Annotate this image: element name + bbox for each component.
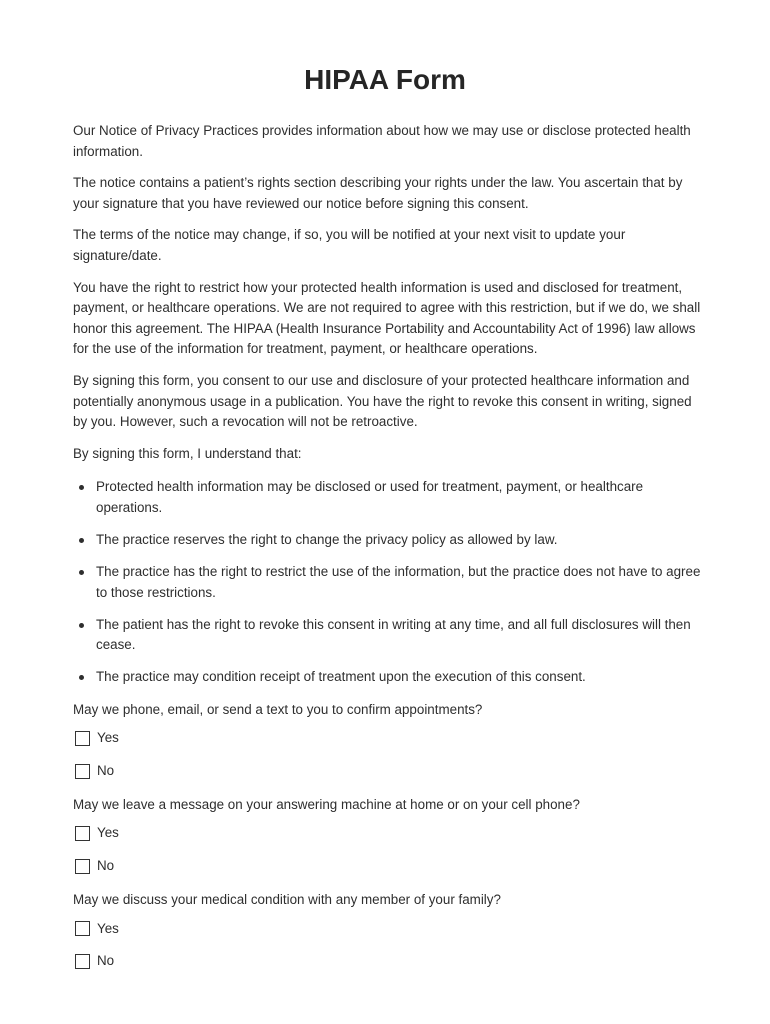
option-label: No xyxy=(97,762,115,778)
bullet-icon xyxy=(79,570,84,575)
list-item-text: The practice has the right to restrict the use of the information, but the practice does not have to agree to those restrictions. xyxy=(96,564,701,600)
list-item xyxy=(73,667,703,688)
option-yes[interactable] xyxy=(75,824,703,844)
question-text: May we leave a message on your answering machine at home or on your cell phone? xyxy=(73,797,580,813)
option-no[interactable] xyxy=(75,856,703,876)
list-item-text: The patient has the right to revoke this consent in writing at any time, and all full disclosures will then cease. xyxy=(96,616,691,653)
checkbox-no[interactable] xyxy=(75,859,90,874)
list-item xyxy=(73,615,703,656)
question-discuss-with-family xyxy=(73,890,703,971)
bullet-icon xyxy=(79,485,84,490)
checkbox-no[interactable] xyxy=(75,764,90,779)
option-yes[interactable] xyxy=(75,919,703,939)
option-yes[interactable] xyxy=(75,729,703,749)
bullet-icon xyxy=(79,623,84,628)
question-leave-message xyxy=(73,795,703,876)
paragraph-consent: By signing this form, you consent to our use and disclosure of your protected healthcare information and potentially anonymous usage in a publication. You have the right to revoke this consent in writing, signed by you. However, such a revocation will not be retroactive. xyxy=(73,372,692,430)
list-item-text: The practice may condition receipt of treatment upon the execution of this consent. xyxy=(96,669,586,685)
option-label: No xyxy=(97,953,115,969)
checkbox-yes[interactable] xyxy=(75,731,90,746)
option-no[interactable] xyxy=(75,761,703,781)
question-text: May we discuss your medical condition with any member of your family? xyxy=(73,892,501,908)
page-title: HIPAA Form xyxy=(304,64,466,95)
checkbox-yes[interactable] xyxy=(75,826,90,841)
option-no[interactable] xyxy=(75,951,703,971)
list-item xyxy=(73,562,703,603)
bullet-icon xyxy=(79,675,84,680)
option-label: Yes xyxy=(97,730,119,746)
checkbox-yes[interactable] xyxy=(75,921,90,936)
paragraph-patient-rights: The notice contains a patient’s rights section describing your rights under the law. You ascertain that by your signature that you have reviewed our notice before signing this consent. xyxy=(73,175,683,211)
list-item-text: Protected health information may be disclosed or used for treatment, payment, or healthcare operations. xyxy=(96,479,644,515)
list-item xyxy=(73,530,703,551)
option-label: Yes xyxy=(97,920,119,936)
paragraph-notice-changes: The terms of the notice may change, if so, you will be notified at your next visit to update your signature/date. xyxy=(73,227,626,263)
list-item xyxy=(73,477,703,518)
list-item-text: The practice reserves the right to change the privacy policy as allowed by law. xyxy=(96,532,558,547)
checkbox-no[interactable] xyxy=(75,954,90,969)
paragraph-privacy-notice: Our Notice of Privacy Practices provides information about how we may use or disclose protected health information. xyxy=(73,123,691,159)
bullet-icon xyxy=(79,538,84,543)
document-body xyxy=(73,121,703,984)
paragraph-right-to-restrict: You have the right to restrict how your protected health information is used and disclosed for treatment, payment, or healthcare operations. We are not required to agree with this restriction, but if we do, we shall honor this agreement. The HIPAA (Health Insurance Portability and Accountability Act of 1996) law allows for the use of the information for treatment, payment, or healthcare operations. xyxy=(73,279,701,357)
question-contact-confirmation xyxy=(73,700,703,781)
option-label: No xyxy=(97,857,115,873)
paragraph-understanding-intro: By signing this form, I understand that: xyxy=(73,445,302,461)
question-text: May we phone, email, or send a text to you to confirm appointments? xyxy=(73,702,483,718)
option-label: Yes xyxy=(97,825,119,841)
understanding-list xyxy=(73,477,703,688)
